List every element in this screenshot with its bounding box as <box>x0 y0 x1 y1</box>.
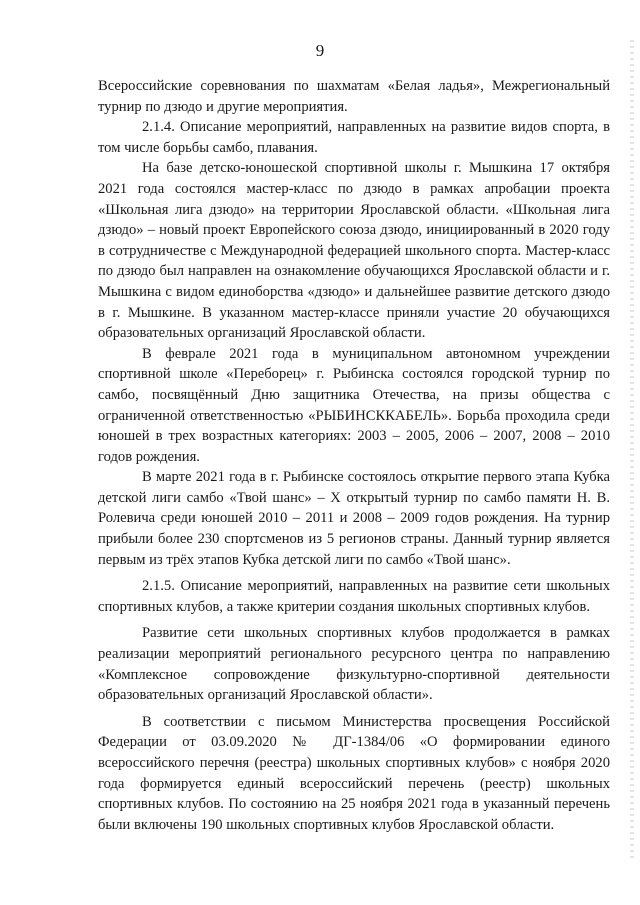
scan-edge-artifact <box>630 40 634 860</box>
paragraph-sambo-cup-march: В марте 2021 года в г. Рыбинске состоялось открытие первого этапа Кубка детской лиги самбо «Твой шанс» – X открытый турнир по самбо памяти Н. В. Ролевича среди юношей 2010 – 2011 и 2008 – 2009 годов рождения. На турнир прибыли более 230 спортсменов из 5 регионов страны. Данный турнир является первым из трёх этапов Кубка детской лиги по самбо «Твой шанс». <box>98 469 610 568</box>
paragraph-school-clubs-registry: В соответствии с письмом Министерства просвещения Российской Федерации от 03.09.2020 № ДГ-1384/06 «О формировании единого всероссийского перечня (реестра) школьных спортивных клубов» с ноября 2020 года формируется единый всероссийский перечень (реестр) школьных спортивных клубов. По состоянию на 25 ноября 2021 года в указанный перечень были включены 190 школьных спортивных клубов Ярославской области. <box>98 713 610 833</box>
document-body <box>98 76 610 835</box>
paragraph-chess-competitions: Всероссийские соревнования по шахматам «Белая ладья», Межрегиональный турнир по дзюдо и другие мероприятия. <box>98 78 610 115</box>
paragraph-section-2-1-4-heading: 2.1.4. Описание мероприятий, направленных на развитие видов спорта, в том числе борьбы самбо, плавания. <box>98 119 610 156</box>
paragraph-school-clubs-development: Развитие сети школьных спортивных клубов продолжается в рамках реализации мероприятий регионального ресурсного центра по направлению «Комплексное сопровождение физкультурно-спортивной деятельности образовательных организаций Ярославской области». <box>98 625 610 704</box>
paragraph-judo-master-class: На базе детско-юношеской спортивной школы г. Мышкина 17 октября 2021 года состоялся мастер-класс по дзюдо в рамках апробации проекта «Школьная лига дзюдо» на территории Ярославской области. «Школьная лига дзюдо» – новый проект Европейского союза дзюдо, инициированный в 2020 году в сотрудничестве с Международной федерацией школьного спорта. Мастер-класс по дзюдо был направлен на ознакомление обучающихся Ярославской области и г. Мышкина с видом единоборства «дзюдо» и дальнейшее развитие детского дзюдо в г. Мышкине. В указанном мастер-классе приняли участие 20 обучающихся образовательных организаций Ярославской области. <box>98 160 610 342</box>
paragraph-section-2-1-5-heading: 2.1.5. Описание мероприятий, направленных на развитие сети школьных спортивных клубов, а также критерии создания школьных спортивных клубов. <box>98 578 610 615</box>
page-number: 9 <box>315 41 325 60</box>
paragraph-sambo-tournament-february: В феврале 2021 года в муниципальном автономном учреждении спортивной школе «Переборец» г. Рыбинска состоялся городской турнир по самбо, посвящённый Дню защитника Отечества, на призы общества с ограниченной ответственностью «РЫБИНСККАБЕЛЬ». Борьба проходила среди юношей в трех возрастных категориях: 2003 – 2005, 2006 – 2007, 2008 – 2010 годов рождения. <box>98 345 610 465</box>
